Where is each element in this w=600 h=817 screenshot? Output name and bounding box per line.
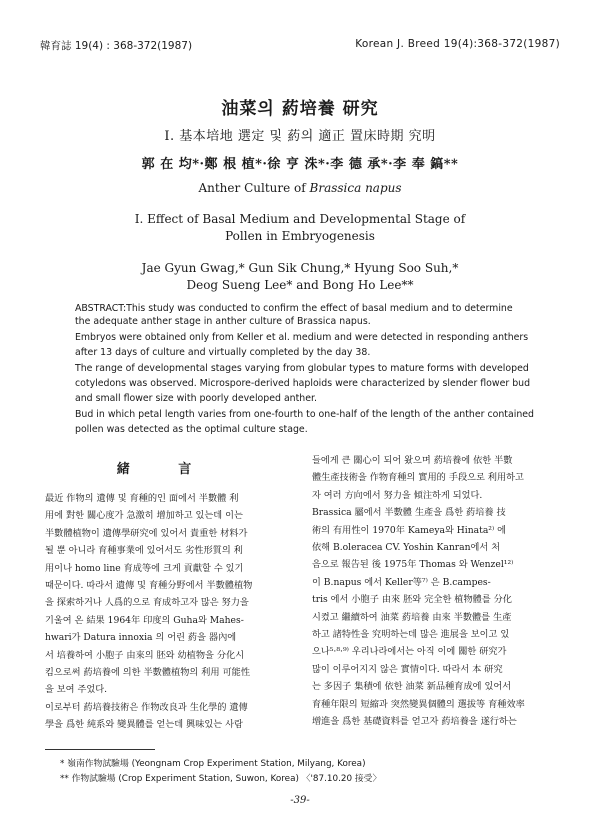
body-line: 體生產技術을 作物育種의 實用的 手段으로 利用하고 xyxy=(312,472,524,484)
body-line: 시켰고 繼續하여 油菜 葯培養 由來 半數體를 生產 xyxy=(312,611,512,623)
title-english-species: Brassica napus xyxy=(309,181,402,195)
body-line: 으나⁵·⁸·⁹⁾ 우리나라에서는 아직 이에 關한 研究가 xyxy=(312,646,507,658)
abstract-line: The range of developmental stages varying from globular types to mature forms with developed xyxy=(75,363,529,374)
body-line: 는 多因子 集積에 依한 油菜 新品種育成에 있어서 xyxy=(312,681,512,693)
footnote-divider xyxy=(45,749,155,750)
body-line: 增進을 爲한 基礎資料를 얻고자 葯培養을 遂行하는 xyxy=(312,716,517,728)
abstract-line: pollen was detected as the optimal culture stage. xyxy=(75,424,308,435)
body-line: 기울여 온 結果 1964年 印度의 Guha와 Mahes- xyxy=(45,614,244,626)
authors-korean: 郭 在 均*·鄭 根 植*·徐 亨 洙*·李 德 承*·李 奉 鎬** xyxy=(141,157,459,172)
body-line: 들에게 큰 關心이 되어 왔으며 葯培養에 依한 半數 xyxy=(312,455,513,466)
body-line: 育種年限의 短縮과 突然變異個體의 選拔等 育種效率 xyxy=(312,698,525,710)
abstract-line: and small flower size with poorly developed anther. xyxy=(75,393,317,404)
body-column-left xyxy=(45,490,285,734)
title-english-text: Anther Culture of xyxy=(198,181,306,195)
body-line: tris 에서 小胞子 由來 胚와 完全한 植物體를 分化 xyxy=(312,594,512,606)
abstract-line: Bud in which petal length varies from one-fourth to one-half of the length of the anther contained xyxy=(75,409,534,420)
body-line: 이로부터 葯培養技術은 作物改良과 生化學的 遺傳 xyxy=(45,701,248,713)
body-line: 用에 對한 關心度가 急激히 增加하고 있는데 이는 xyxy=(45,510,243,522)
body-line: 用이나 homo line 育成等에 크게 貢獻할 수 있기 xyxy=(45,562,244,574)
body-line: 이 B.napus 에서 Keller等⁷⁾ 은 B.campes- xyxy=(312,576,491,588)
body-line: 많이 이루어지지 않은 實情이다. 따라서 本 研究 xyxy=(312,663,503,675)
journal-header-left: 韓育誌 19(4) : 368-372(1987) xyxy=(40,40,193,52)
body-line: 음으로 報告된 後 1975年 Thomas 와 Wenzel¹²⁾ xyxy=(312,559,514,571)
body-line: 하고 諸特性을 究明하는데 많은 進展을 보이고 있 xyxy=(312,629,510,641)
title-english xyxy=(0,181,600,195)
body-line: 依해 B.oleracea CV. Yoshin Kanran에서 처 xyxy=(312,542,501,554)
title-korean: 油菜의 葯培養 研究 xyxy=(221,99,379,119)
subtitle-korean: I. 基本培地 選定 및 葯의 適正 置床時期 究明 xyxy=(164,129,436,144)
body-line: Brassica 屬에서 半數體 生產을 爲한 葯培養 技 xyxy=(312,507,506,519)
body-line: 最近 作物의 遺傳 및 育種的인 面에서 半數體 利 xyxy=(45,493,239,504)
abstract-line: Embryos were obtained only from Keller et al. medium and were detected in responding anthers xyxy=(75,332,529,343)
subtitle-english-line: I. Effect of Basal Medium and Developmental Stage of xyxy=(134,212,466,226)
body-line: hwari가 Datura innoxia 의 어린 葯을 器內에 xyxy=(45,632,237,644)
body-line: 킴으로써 葯培養에 의한 半數體植物의 利用 可能性 xyxy=(45,667,251,679)
footnote: * 嶺南作物試驗場 (Yeongnam Crop Experiment Station, Milyang, Korea) xyxy=(60,759,366,769)
body-column-right xyxy=(312,452,552,731)
body-line: 때문이다. 따라서 遺傳 및 育種分野에서 半數體植物 xyxy=(45,580,253,592)
body-line: 을 探索하거나 人爲的으로 育成하고자 많은 努力을 xyxy=(45,597,249,609)
abstract-line: the adequate anther stage in anther culture of Brassica napus. xyxy=(75,316,371,327)
subtitle-english-line: Pollen in Embryogenesis xyxy=(225,229,375,243)
authors-english-line: Jae Gyun Gwag,* Gun Sik Chung,* Hyung Soo Suh,* xyxy=(141,261,459,275)
body-line: 半數體植物이 遺傳學研究에 있어서 貴重한 材料가 xyxy=(45,527,248,539)
journal-header-right: Korean J. Breed 19(4):368-372(1987) xyxy=(355,38,560,50)
body-line: 術의 有用性이 1970年 Kameya와 Hinata²⁾ 에 xyxy=(312,524,507,536)
footnote: ** 作物試驗場 (Crop Experiment Station, Suwon, Korea) 〈'87.10.20 接受〉 xyxy=(60,774,382,784)
abstract-line: after 13 days of culture and virtually completed by the day 38. xyxy=(75,347,371,358)
body-line: 서 培養하여 小胞子 由來의 胚와 幼植物을 分化시 xyxy=(45,649,245,661)
abstract-line: ABSTRACT:This study was conducted to confirm the effect of basal medium and to determine xyxy=(75,303,513,314)
authors-english-line: Deog Sueng Lee* and Bong Ho Lee** xyxy=(186,278,414,292)
body-line: 學을 爲한 純系와 變異體를 얻는데 興味있는 사람 xyxy=(45,719,243,731)
body-line: 자 여러 方向에서 努力을 傾注하게 되었다. xyxy=(312,489,483,501)
section-title-introduction: 緒 言 xyxy=(116,462,214,477)
body-line: 을 보여 주었다. xyxy=(45,684,108,696)
page-number: -39- xyxy=(290,795,310,806)
body-line: 될 뿐 아니라 育種事業에 있어서도 劣性形質의 利 xyxy=(45,545,243,557)
abstract-line: cotyledons was observed. Microspore-derived haploids were characterized by slender flower bud xyxy=(75,378,531,389)
